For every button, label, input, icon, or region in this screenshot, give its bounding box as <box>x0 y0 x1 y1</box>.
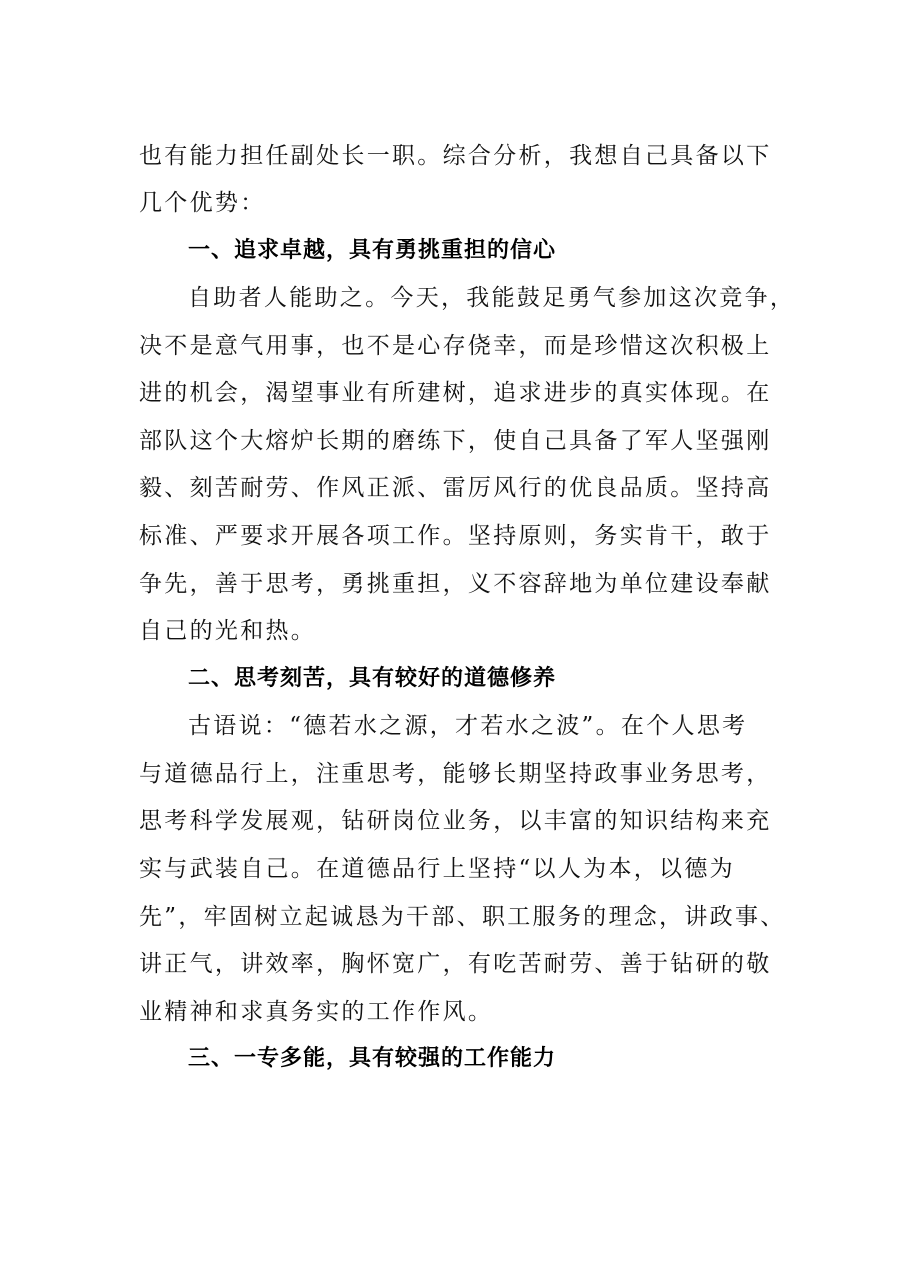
paragraph-line: 自助者人能助之。今天，我能鼓足勇气参加这次竞争， <box>188 285 796 311</box>
paragraph-line: 进的机会，渴望事业有所建树，追求进步的真实体现。在 <box>139 380 772 406</box>
paragraph-line: 毅、刻苦耐劳、作风正派、雷厉风行的优良品质。坚持高 <box>139 475 772 501</box>
paragraph-line: 争先，善于思考，勇挑重担，义不容辞地为单位建设奉献 <box>139 571 772 597</box>
paragraph-line: 决不是意气用事，也不是心存侥幸，而是珍惜这次积极上 <box>139 333 772 359</box>
paragraph-line: 与道德品行上，注重思考，能够长期坚持政事业务思考， <box>139 761 772 787</box>
paragraph-line: 几个优势： <box>139 190 266 216</box>
paragraph-line: 古语说：“德若水之源，才若水之波”。在个人思考 <box>188 713 748 739</box>
paragraph-line: 业精神和求真务实的工作作风。 <box>139 999 494 1025</box>
paragraph-line: 部队这个大熔炉长期的磨练下，使自己具备了军人坚强刚 <box>139 428 772 454</box>
paragraph-line: 标准、严要求开展各项工作。坚持原则，务实肯干，敢于 <box>139 523 772 549</box>
paragraph-line: 思考科学发展观，钻研岗位业务，以丰富的知识结构来充 <box>139 808 772 834</box>
section-heading-3: 三、一专多能，具有较强的工作能力 <box>188 1046 557 1071</box>
section-heading-1: 一、追求卓越，具有勇挑重担的信心 <box>188 238 557 263</box>
paragraph-line: 也有能力担任副处长一职。综合分析，我想自己具备以下 <box>139 143 772 169</box>
section-heading-2: 二、思考刻苦，具有较好的道德修养 <box>188 666 557 691</box>
paragraph-line: 自己的光和热。 <box>139 618 317 644</box>
paragraph-line: 实与武装自己。在道德品行上坚持“以人为本，以德为 <box>139 856 735 882</box>
paragraph-line: 讲正气，讲效率，胸怀宽广，有吃苦耐劳、善于钻研的敬 <box>139 951 772 977</box>
paragraph-line: 先”，牢固树立起诚恳为干部、职工服务的理念，讲政事、 <box>139 904 786 930</box>
